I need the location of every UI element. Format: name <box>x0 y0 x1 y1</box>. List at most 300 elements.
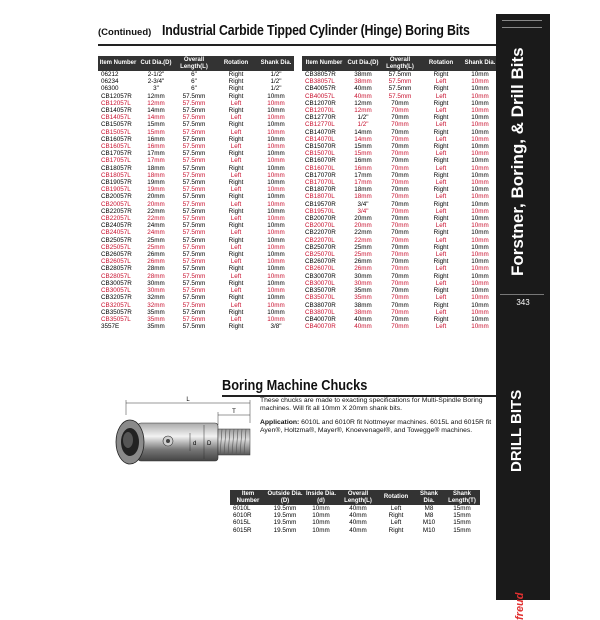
table-cell: 25mm <box>138 244 174 251</box>
table-cell: 30mm <box>138 287 174 294</box>
title-text: Industrial Carbide Tipped Cylinder (Hinge) Boring Bits <box>162 23 470 39</box>
dimension-l-label: L <box>186 397 190 403</box>
table-cell: 10mm <box>462 208 498 215</box>
table-cell: 57.5mm <box>174 222 214 229</box>
table-cell: CB16057R <box>98 136 138 143</box>
table-cell: 15mm <box>138 129 174 136</box>
table-cell: Left <box>420 165 462 172</box>
table-cell: 19.5mm <box>266 527 304 534</box>
table-cell: 30mm <box>346 273 380 280</box>
table-cell: M8 <box>414 512 444 519</box>
brand-logo <box>514 580 532 620</box>
table-cell: 10mm <box>462 280 498 287</box>
table-cell: 10mm <box>462 237 498 244</box>
table-row <box>302 193 498 200</box>
table-cell: 57.5mm <box>174 208 214 215</box>
table-cell: 35mm <box>138 316 174 323</box>
table-cell: 10mm <box>258 294 294 301</box>
table-cell: 57.5mm <box>174 100 214 107</box>
table-cell: 30mm <box>346 280 380 287</box>
table-cell: Right <box>420 201 462 208</box>
table-cell: CB22057L <box>98 215 138 222</box>
table-cell: 10mm <box>462 287 498 294</box>
table-row <box>302 265 498 272</box>
table-cell: Right <box>214 222 258 229</box>
title-rule <box>98 44 498 46</box>
table-cell: 10mm <box>462 222 498 229</box>
table-cell: 57.5mm <box>174 280 214 287</box>
table-cell: 16mm <box>346 157 380 164</box>
table-row <box>302 201 498 208</box>
table-cell: Left <box>420 193 462 200</box>
table-row <box>98 215 294 222</box>
table-row <box>98 93 294 100</box>
table-cell: Left <box>420 237 462 244</box>
table-cell: Right <box>214 294 258 301</box>
table-cell: CB40057R <box>302 85 346 92</box>
table-cell: 10mm <box>258 316 294 323</box>
table-cell: 70mm <box>380 172 420 179</box>
table-cell: 3" <box>138 85 174 92</box>
table-cell: 16mm <box>138 136 174 143</box>
chuck-body <box>138 423 218 461</box>
table-cell: CB15057R <box>98 121 138 128</box>
table-cell: Left <box>420 309 462 316</box>
dimension-t-label: T <box>232 409 236 415</box>
column-header: Shank Dia. <box>462 56 498 71</box>
spec-table-left <box>98 56 294 330</box>
table-cell: 57.5mm <box>174 309 214 316</box>
table-cell: 10mm <box>462 78 498 85</box>
table-cell: 10mm <box>304 505 338 512</box>
dimension-d-outer-label: D <box>207 441 212 447</box>
table-cell: 35mm <box>138 309 174 316</box>
table-row <box>98 294 294 301</box>
table-row <box>302 157 498 164</box>
table-cell: 14mm <box>138 114 174 121</box>
table-cell: 57.5mm <box>174 165 214 172</box>
table-cell: 57.5mm <box>174 294 214 301</box>
table-cell: 10mm <box>258 157 294 164</box>
table-cell: 10mm <box>258 143 294 150</box>
column-header: Item Number <box>302 56 346 71</box>
table-cell: 1/2" <box>346 114 380 121</box>
table-cell: CB40070R <box>302 323 346 330</box>
table-cell: CB15057L <box>98 129 138 136</box>
table-cell: 19.5mm <box>266 512 304 519</box>
table-cell: 25mm <box>346 251 380 258</box>
table-cell: CB14070L <box>302 136 346 143</box>
table-row <box>98 280 294 287</box>
application-label: Application: <box>260 419 299 426</box>
table-cell: M10 <box>414 519 444 526</box>
table-cell: 10mm <box>462 251 498 258</box>
table-cell: CB12057L <box>98 100 138 107</box>
table-row <box>98 208 294 215</box>
table-cell: 10mm <box>462 129 498 136</box>
table-cell: 10mm <box>462 143 498 150</box>
table-cell: CB38070R <box>302 302 346 309</box>
sidebar-bottom-label: DRILL BITS <box>508 390 525 472</box>
table-cell: Right <box>214 208 258 215</box>
table-cell: CB14057R <box>98 107 138 114</box>
table-cell: 16mm <box>138 143 174 150</box>
table-cell: 19mm <box>138 179 174 186</box>
table-cell: Left <box>214 273 258 280</box>
table-row <box>302 179 498 186</box>
table-cell: Right <box>214 179 258 186</box>
table-cell: 14mm <box>346 136 380 143</box>
table-cell: Left <box>214 129 258 136</box>
table-cell: 15mm <box>346 150 380 157</box>
table-cell: 3/4" <box>346 208 380 215</box>
table-cell: 1/2" <box>258 71 294 78</box>
table-cell: 57.5mm <box>174 121 214 128</box>
table-cell: Left <box>420 78 462 85</box>
table-cell: 57.5mm <box>174 215 214 222</box>
table-cell: Right <box>420 316 462 323</box>
table-cell: 40mm <box>346 93 380 100</box>
table-cell: 10mm <box>258 302 294 309</box>
table-row <box>98 237 294 244</box>
table-cell: 10mm <box>258 244 294 251</box>
table-cell: 40mm <box>346 316 380 323</box>
table-cell: CB28057L <box>98 273 138 280</box>
table-row <box>98 165 294 172</box>
table-row <box>302 251 498 258</box>
table-cell: 10mm <box>462 273 498 280</box>
table-cell: 57.5mm <box>174 157 214 164</box>
table-cell: Right <box>214 280 258 287</box>
table-cell: 10mm <box>304 527 338 534</box>
table-row <box>302 302 498 309</box>
table-cell: 20mm <box>346 215 380 222</box>
table-cell: Right <box>420 244 462 251</box>
table-cell: 70mm <box>380 258 420 265</box>
table-cell: 10mm <box>462 85 498 92</box>
table-cell: 57.5mm <box>174 287 214 294</box>
table-cell: 10mm <box>258 215 294 222</box>
table-cell: 40mm <box>338 519 378 526</box>
table-cell: 57.5mm <box>174 129 214 136</box>
table-cell: 10mm <box>258 150 294 157</box>
table-row <box>302 186 498 193</box>
table-cell: CB15070L <box>302 150 346 157</box>
table-cell: Right <box>214 71 258 78</box>
table-cell: CB26057R <box>98 251 138 258</box>
column-header: Shank Dia. <box>258 56 294 71</box>
table-cell: 12mm <box>346 107 380 114</box>
table-cell: 10mm <box>258 107 294 114</box>
table-cell: CB17070R <box>302 172 346 179</box>
table-cell: 10mm <box>258 208 294 215</box>
table-row <box>98 323 294 330</box>
table-cell: 14mm <box>346 129 380 136</box>
table-row <box>230 505 480 512</box>
table-cell: Left <box>420 323 462 330</box>
table-cell: 32mm <box>138 294 174 301</box>
table-cell: 15mm <box>138 121 174 128</box>
table-cell: 10mm <box>258 165 294 172</box>
table-cell: 10mm <box>258 237 294 244</box>
table-cell: Right <box>214 323 258 330</box>
table-cell: 24mm <box>138 229 174 236</box>
table-cell: 22mm <box>138 215 174 222</box>
column-header: Outside Dia.(D) <box>266 490 304 505</box>
table-cell: CB22070L <box>302 237 346 244</box>
table-cell: CB18057L <box>98 172 138 179</box>
table-cell: 17mm <box>346 172 380 179</box>
table-cell: CB32057L <box>98 302 138 309</box>
column-header: Shank Dia. <box>414 490 444 505</box>
table-cell: 10mm <box>258 280 294 287</box>
table-cell: 10mm <box>258 251 294 258</box>
table-row <box>98 121 294 128</box>
table-cell: 57.5mm <box>174 114 214 121</box>
table-cell: 10mm <box>462 165 498 172</box>
table-cell: Right <box>420 258 462 265</box>
table-row <box>230 527 480 534</box>
column-header: Rotation <box>420 56 462 71</box>
table-cell: Left <box>420 136 462 143</box>
table-cell: CB19057L <box>98 186 138 193</box>
column-header: Rotation <box>378 490 414 505</box>
table-row <box>98 107 294 114</box>
table-cell: 70mm <box>380 143 420 150</box>
table-cell: M8 <box>414 505 444 512</box>
table-cell: CB22070R <box>302 229 346 236</box>
table-cell: 70mm <box>380 273 420 280</box>
table-row <box>302 316 498 323</box>
table-row <box>302 172 498 179</box>
table-cell: Left <box>214 172 258 179</box>
table-cell: 6" <box>174 71 214 78</box>
table-cell: Right <box>378 527 414 534</box>
table-row <box>302 273 498 280</box>
table-row <box>98 201 294 208</box>
table-cell: CB35057R <box>98 309 138 316</box>
column-header: Rotation <box>214 56 258 71</box>
table-cell: CB35070R <box>302 287 346 294</box>
table-row <box>302 114 498 121</box>
table-cell: Left <box>420 150 462 157</box>
table-row <box>302 100 498 107</box>
dimension-d-inner-label: d <box>193 441 196 447</box>
table-cell: 30mm <box>138 280 174 287</box>
table-cell: CB17057L <box>98 157 138 164</box>
table-row <box>98 244 294 251</box>
chucks-description: These chucks are made to exacting specifications for Multi-Spindle Boring machines. Will fit all 10mm X 20mm shank bits. <box>260 397 496 413</box>
table-cell: 40mm <box>346 85 380 92</box>
table-cell: Left <box>420 294 462 301</box>
table-cell: 10mm <box>304 519 338 526</box>
table-cell: Left <box>420 280 462 287</box>
table-cell: CB16070L <box>302 165 346 172</box>
table-cell: Left <box>214 201 258 208</box>
table-row <box>302 237 498 244</box>
table-cell: 57.5mm <box>174 302 214 309</box>
table-cell: 10mm <box>258 172 294 179</box>
table-cell: 18mm <box>346 186 380 193</box>
table-cell: 15mm <box>444 505 480 512</box>
sidebar-stripe <box>502 20 542 28</box>
table-row <box>230 519 480 526</box>
table-cell: CB20070L <box>302 222 346 229</box>
table-row <box>98 273 294 280</box>
table-cell: 10mm <box>462 309 498 316</box>
table-cell: 20mm <box>138 193 174 200</box>
table-cell: CB25070R <box>302 244 346 251</box>
table-cell: 19.5mm <box>266 505 304 512</box>
table-cell: Left <box>378 519 414 526</box>
table-cell: Left <box>214 316 258 323</box>
table-cell: CB30057L <box>98 287 138 294</box>
table-cell: 10mm <box>462 186 498 193</box>
brand-logo-text: freud <box>514 593 526 620</box>
table-cell: CB15070R <box>302 143 346 150</box>
table-cell: Left <box>214 157 258 164</box>
table-cell: 57.5mm <box>174 150 214 157</box>
table-cell: 70mm <box>380 244 420 251</box>
table-cell: CB20057L <box>98 201 138 208</box>
table-row <box>98 85 294 92</box>
column-header: Item Number <box>98 56 138 71</box>
table-cell: 10mm <box>258 186 294 193</box>
table-cell: 40mm <box>338 512 378 519</box>
table-cell: 1/2" <box>258 85 294 92</box>
table-cell: Left <box>214 215 258 222</box>
table-cell: 12mm <box>138 93 174 100</box>
table-cell: 22mm <box>138 208 174 215</box>
table-cell: 6010L <box>230 505 266 512</box>
table-cell: CB20070R <box>302 215 346 222</box>
table-cell: CB14070R <box>302 129 346 136</box>
table-cell: CB40070R <box>302 316 346 323</box>
table-cell: 70mm <box>380 294 420 301</box>
table-cell: Right <box>420 287 462 294</box>
table-cell: 10mm <box>258 309 294 316</box>
page-title <box>98 22 488 42</box>
table-row <box>302 229 498 236</box>
table-cell: Left <box>214 258 258 265</box>
table-cell: 25mm <box>346 244 380 251</box>
table-cell: CB16070R <box>302 157 346 164</box>
chucks-description-block <box>260 397 496 441</box>
table-cell: CB12070L <box>302 107 346 114</box>
table-cell: 70mm <box>380 157 420 164</box>
table-cell: CB12070R <box>302 100 346 107</box>
table-cell: 10mm <box>462 316 498 323</box>
chucks-application <box>260 419 496 435</box>
table-cell: 70mm <box>380 129 420 136</box>
table-cell: 22mm <box>346 237 380 244</box>
table-cell: CB30070L <box>302 280 346 287</box>
table-cell: CB38057R <box>302 71 346 78</box>
table-cell: Left <box>420 222 462 229</box>
sidebar-divider <box>500 294 544 295</box>
table-cell: 57.5mm <box>174 136 214 143</box>
table-cell: 57.5mm <box>174 172 214 179</box>
table-cell: 70mm <box>380 165 420 172</box>
table-cell: 70mm <box>380 201 420 208</box>
spec-table-right <box>302 56 498 330</box>
table-cell: CB28057R <box>98 265 138 272</box>
table-cell: Right <box>420 157 462 164</box>
table-cell: 10mm <box>462 71 498 78</box>
table-cell: CB18070R <box>302 186 346 193</box>
table-cell: Left <box>214 114 258 121</box>
table-cell: 2-1/2" <box>138 71 174 78</box>
table-cell: Right <box>420 129 462 136</box>
table-cell: 70mm <box>380 136 420 143</box>
table-row <box>98 157 294 164</box>
table-row <box>98 71 294 78</box>
table-cell: 18mm <box>138 165 174 172</box>
table-cell: 16mm <box>346 165 380 172</box>
table-cell: Left <box>214 244 258 251</box>
table-cell: 17mm <box>138 157 174 164</box>
table-cell: CB12057R <box>98 93 138 100</box>
table-cell: 70mm <box>380 100 420 107</box>
table-cell: 57.5mm <box>174 237 214 244</box>
table-cell: CB18057R <box>98 165 138 172</box>
table-cell: Left <box>420 179 462 186</box>
table-row <box>302 294 498 301</box>
table-row <box>302 280 498 287</box>
table-cell: Right <box>214 309 258 316</box>
table-cell: Right <box>214 150 258 157</box>
table-row <box>98 179 294 186</box>
table-cell: 12mm <box>138 100 174 107</box>
table-cell: 12mm <box>346 100 380 107</box>
table-row <box>98 100 294 107</box>
table-cell: CB19057R <box>98 179 138 186</box>
table-cell: 70mm <box>380 229 420 236</box>
column-header: Overall Length(L) <box>380 56 420 71</box>
table-cell: 3557E <box>98 323 138 330</box>
table-cell: 70mm <box>380 179 420 186</box>
table-cell: Left <box>420 251 462 258</box>
column-header: Item Number <box>230 490 266 505</box>
table-cell: CB38070L <box>302 309 346 316</box>
table-cell: CB25057L <box>98 244 138 251</box>
table-cell: Right <box>420 71 462 78</box>
table-cell: CB19570R <box>302 201 346 208</box>
table-cell: 10mm <box>462 215 498 222</box>
table-cell: 6015L <box>230 519 266 526</box>
table-cell: 06300 <box>98 85 138 92</box>
table-cell: Right <box>420 229 462 236</box>
table-cell: 1/2" <box>258 78 294 85</box>
table-cell: 6010R <box>230 512 266 519</box>
table-cell: 10mm <box>258 273 294 280</box>
table-cell: 10mm <box>462 157 498 164</box>
table-cell: CB30070R <box>302 273 346 280</box>
table-cell: 57.5mm <box>174 265 214 272</box>
table-cell: Right <box>214 78 258 85</box>
table-cell: 10mm <box>462 100 498 107</box>
table-cell: CB17070L <box>302 179 346 186</box>
table-cell: 35mm <box>346 287 380 294</box>
table-cell: 10mm <box>462 93 498 100</box>
table-cell: 32mm <box>138 302 174 309</box>
table-cell: Right <box>420 302 462 309</box>
table-cell: 22mm <box>346 229 380 236</box>
table-cell: 10mm <box>462 244 498 251</box>
column-header: Overall Length(L) <box>338 490 378 505</box>
table-row <box>98 309 294 316</box>
table-row <box>98 136 294 143</box>
